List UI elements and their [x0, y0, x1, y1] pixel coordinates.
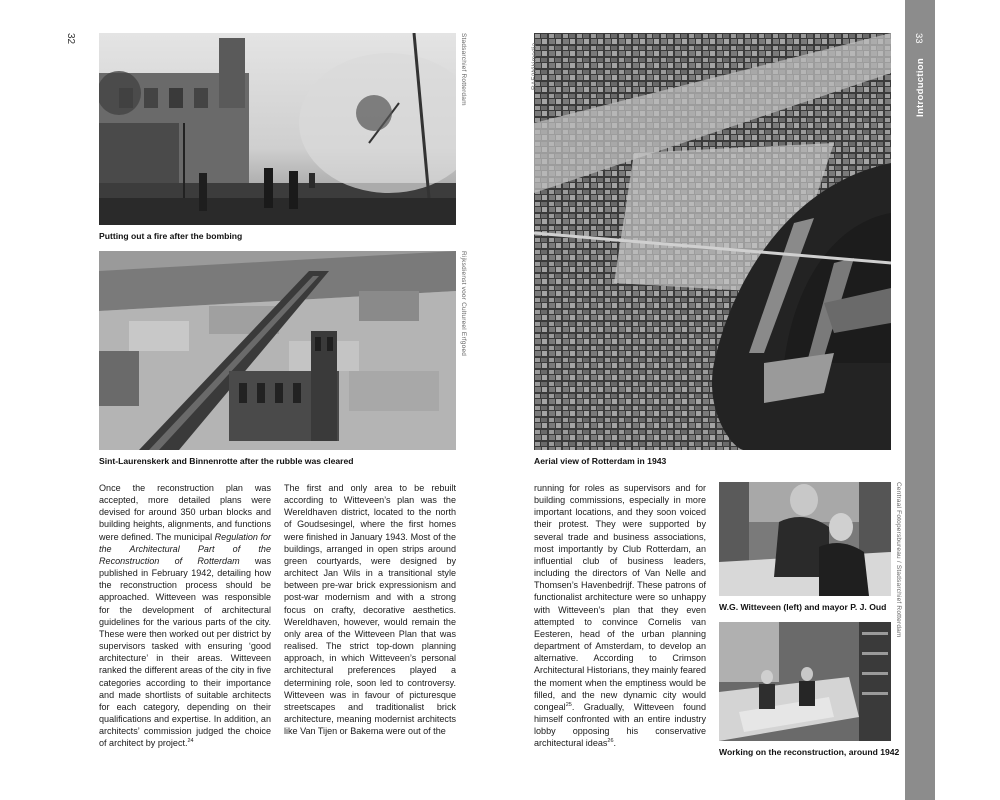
photo-fire-fighting: [99, 33, 456, 225]
photo-aerial-rotterdam: [534, 33, 891, 450]
caption-aerial-photo: Aerial view of Rotterdam in 1943: [534, 456, 667, 466]
chapter-label: Introduction: [915, 57, 926, 117]
caption-reconstruction-office: Working on the reconstruction, around 1942: [719, 747, 900, 757]
caption-church-photo: Sint-Laurenskerk and Binnenrotte after the rubble was cleared: [99, 456, 354, 466]
caption-witteveen-oud: W.G. Witteveen (left) and mayor P. J. Oud: [719, 602, 887, 612]
body-column-3: running for roles as supervisors and for building commissions, especially in more important locations, and they soon voiced their protest. They were supported by several trade and business associations, most importantly by Club Rotterdam, an influential club of business leaders, including the directors of Van Nelle and Thomsen’s Havenbedrijf. These patrons of functionalist architecture were so unhappy with Witteveen’s plan that they even attempted to convince Cornelis van Eesteren, head of the urban planning department of Amsterdam, to develop an alternative. According to Crimson Architectural Historians, they mainly feared the moment when the emptiness would be filled, and the new dynamic city would congeal$^{25}$. Gradually, Witteveen found himself confronted with an entire industry lobby opposing his conservative architectural ideas$^{26}$.: [534, 483, 706, 749]
body-column-1: Once the reconstruction plan was accepted, more detailed plans were devised for around 350 urban blocks and building heights, alignments, and functions were defined. The municipal Regulation for the Architectural Part of the Reconstruction of Rotterdam was published in February 1942, detailing how the reconstruction process should be approached. Witteveen was responsible for the development of architectural guidelines for the various parts of the city. These were then worked out per district by supervisors tasked with ensuring ‘good architecture’ in their areas. Witteveen ranked the different areas of the city in five categories according to their importance and made shortlists of suitable architects for each category, depending on their qualifications and expertise. In addition, an architects’ commission judged the choice of architect by project.$^{24}$: [99, 483, 272, 749]
caption-fire-photo: Putting out a fire after the bombing: [99, 231, 243, 241]
credit-right-photos: Centraal Fotopersbureau / Stadsarchief Rotterdam: [895, 482, 902, 638]
body-column-2: The first and only area to be rebuilt according to Witteveen’s plan was the Wereldhaven district, located to the north of Goudsesingel, where the first homes were finished in January 1943. Most of the buildings, arranged in open strips around green courtyards, were designed by architect Jan Wils in a transitional style between pre-war brick expressionism and post-war modernism and with a strong focus on crafty, decorative aesthetics. Wereldhaven, however, would remain the only area of the Witteveen Plan that was realised. The strict top-down planning approach, in which Witteveen’s personal architectural preferences played a determining role, soon led to controversy. Witteveen was in favour of picturesque streetscapes and traditionalist brick architecture, meaning modernist architects like Van Tijen or Bakema were out of the: [284, 483, 456, 737]
credit-aerial-photo: RAF/Wikimedia: [531, 42, 538, 90]
credit-church-photo: Rijksdienst voor Cultureel Erfgoed: [460, 251, 467, 357]
photo-witteveen-oud: [719, 482, 891, 596]
page-number-right: 33: [913, 33, 924, 44]
credit-fire-photo: Stadsarchief Rotterdam: [460, 33, 467, 106]
photo-sint-laurenskerk: [99, 251, 456, 450]
photo-reconstruction-office: [719, 622, 891, 741]
page-number-left: 32: [65, 33, 76, 45]
chapter-side-tab: [905, 0, 935, 800]
